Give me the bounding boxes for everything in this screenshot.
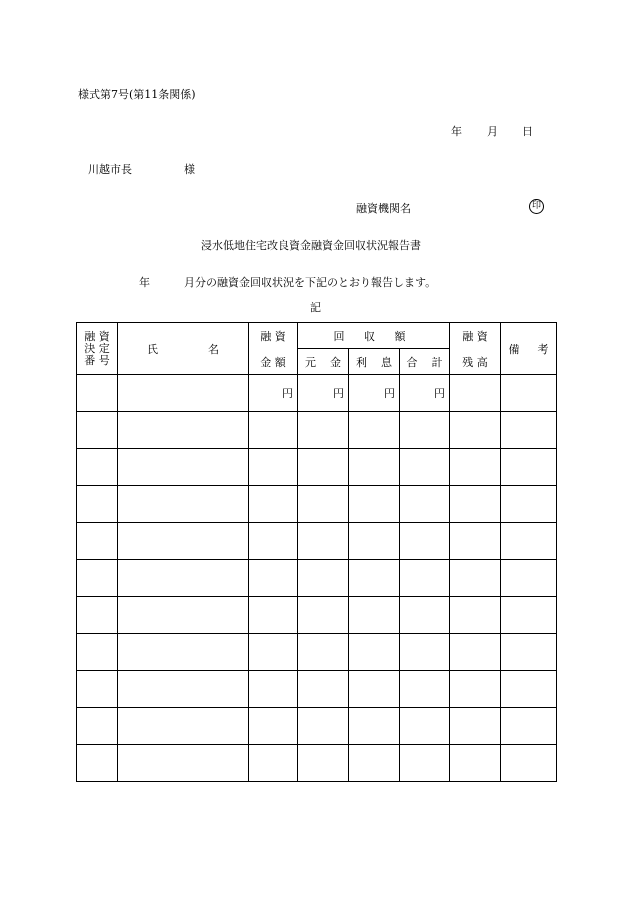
table-row [77,523,557,560]
header-recovered-label: 回 収 額 [333,329,414,343]
cell-loan-amount[interactable] [249,375,298,412]
cell-decision-no[interactable] [77,708,118,745]
cell-interest[interactable] [349,523,400,560]
cell-balance[interactable] [450,375,501,412]
cell-name[interactable] [118,449,249,486]
cell-interest[interactable] [349,708,400,745]
cell-name[interactable] [118,375,249,412]
cell-interest[interactable] [349,412,400,449]
cell-name[interactable] [118,634,249,671]
cell-total[interactable] [400,708,450,745]
table-row [77,560,557,597]
header-remarks-a: 備 [508,342,520,356]
header-loan-amount-line1: 融 資 [260,329,286,343]
cell-interest[interactable] [349,745,400,782]
cell-balance[interactable] [450,597,501,634]
cell-interest[interactable] [349,671,400,708]
unit-yen: 円 [434,387,445,400]
cell-total[interactable] [400,449,450,486]
header-decision-no [77,323,118,375]
cell-total[interactable] [400,523,450,560]
cell-name[interactable] [118,412,249,449]
cell-decision-no[interactable] [77,449,118,486]
cell-loan-amount[interactable] [249,671,298,708]
cell-decision-no[interactable] [77,671,118,708]
report-table [76,322,557,782]
cell-total[interactable] [400,560,450,597]
cell-interest[interactable] [349,486,400,523]
header-decision-no-line2: 決 定 [84,341,110,355]
cell-interest[interactable] [349,449,400,486]
table-row [77,597,557,634]
cell-remarks[interactable] [501,375,557,412]
date-month: 月 [487,125,498,138]
header-recovered [298,323,450,349]
header-remarks [501,323,557,375]
cell-total[interactable] [400,486,450,523]
cell-balance[interactable] [450,708,501,745]
cell-balance[interactable] [450,745,501,782]
cell-principal[interactable] [298,634,349,671]
cell-total[interactable] [400,671,450,708]
header-total-a: 合 [406,355,418,369]
header-loan-amount [249,323,298,375]
cell-name[interactable] [118,523,249,560]
cell-remarks[interactable] [501,523,557,560]
cell-decision-no[interactable] [77,375,118,412]
cell-total[interactable] [400,634,450,671]
cell-loan-amount[interactable] [249,634,298,671]
cell-decision-no[interactable] [77,523,118,560]
table-row [77,671,557,708]
cell-name[interactable] [118,745,249,782]
table-row [77,708,557,745]
cell-interest[interactable] [349,560,400,597]
cell-loan-amount[interactable] [249,449,298,486]
cell-remarks[interactable] [501,560,557,597]
cell-principal[interactable] [298,745,349,782]
table-row [77,634,557,671]
cell-loan-amount[interactable] [249,560,298,597]
cell-principal[interactable] [298,486,349,523]
header-name [118,323,249,375]
intro-text: 月分の融資金回収状況を下記のとおり報告します。 [184,276,437,289]
cell-decision-no[interactable] [77,634,118,671]
ki-heading: 記 [310,301,321,314]
cell-loan-amount[interactable] [249,523,298,560]
cell-total[interactable] [400,745,450,782]
header-balance-line1: 融 資 [462,329,488,343]
cell-decision-no[interactable] [77,560,118,597]
header-remarks-b: 考 [537,342,549,356]
cell-name[interactable] [118,597,249,634]
cell-principal[interactable] [298,560,349,597]
header-interest-a: 利 [356,355,367,369]
header-total-b: 計 [431,355,443,369]
cell-remarks[interactable] [501,634,557,671]
cell-name[interactable] [118,560,249,597]
cell-balance[interactable] [450,523,501,560]
seal-glyph: 印 [529,199,544,214]
cell-total[interactable] [400,597,450,634]
header-decision-no-line1: 融 資 [84,329,110,343]
cell-balance[interactable] [450,671,501,708]
table-row [77,375,557,412]
blank-rows [77,412,557,782]
header-principal-a: 元 [305,355,316,369]
header-principal [298,349,349,375]
header-balance [450,323,501,375]
cell-remarks[interactable] [501,449,557,486]
cell-decision-no[interactable] [77,412,118,449]
cell-name[interactable] [118,708,249,745]
table-row [77,745,557,782]
addressee-honorific: 様 [184,163,195,176]
cell-principal[interactable] [298,375,349,412]
header-interest [349,349,400,375]
unit-yen: 円 [282,387,293,400]
date-year: 年 [451,125,462,138]
unit-yen: 円 [384,387,395,400]
cell-principal[interactable] [298,523,349,560]
cell-principal[interactable] [298,597,349,634]
cell-name[interactable] [118,486,249,523]
cell-remarks[interactable] [501,412,557,449]
header-balance-line2: 残 高 [462,355,488,369]
header-name-b: 名 [208,342,219,356]
cell-interest[interactable] [349,375,400,412]
cell-name[interactable] [118,671,249,708]
document-title: 浸水低地住宅改良資金融資金回収状況報告書 [201,239,421,252]
intro-year: 年 [139,276,150,289]
cell-balance[interactable] [450,412,501,449]
cell-remarks[interactable] [501,486,557,523]
cell-balance[interactable] [450,634,501,671]
cell-decision-no[interactable] [77,486,118,523]
cell-loan-amount[interactable] [249,597,298,634]
cell-remarks[interactable] [501,745,557,782]
cell-interest[interactable] [349,597,400,634]
cell-decision-no[interactable] [77,745,118,782]
cell-principal[interactable] [298,412,349,449]
table-row [77,412,557,449]
cell-balance[interactable] [450,449,501,486]
cell-loan-amount[interactable] [249,745,298,782]
header-interest-b: 息 [381,355,392,369]
cell-remarks[interactable] [501,671,557,708]
cell-principal[interactable] [298,708,349,745]
header-decision-no-line3: 番 号 [84,353,110,367]
date-day: 日 [522,125,533,138]
header-principal-b: 金 [330,355,341,369]
cell-interest[interactable] [349,634,400,671]
cell-principal[interactable] [298,449,349,486]
table-row [77,449,557,486]
cell-total[interactable] [400,412,450,449]
cell-remarks[interactable] [501,708,557,745]
cell-total[interactable] [400,375,450,412]
institution-label: 融資機関名 [356,202,411,215]
cell-balance[interactable] [450,560,501,597]
cell-remarks[interactable] [501,597,557,634]
cell-balance[interactable] [450,486,501,523]
cell-loan-amount[interactable] [249,486,298,523]
form-number: 様式第7号(第11条関係) [78,88,196,101]
unit-yen: 円 [333,387,344,400]
seal-mark [529,198,544,214]
header-name-a: 氏 [147,342,158,356]
cell-principal[interactable] [298,671,349,708]
cell-loan-amount[interactable] [249,708,298,745]
cell-loan-amount[interactable] [249,412,298,449]
header-total [400,349,450,375]
cell-decision-no[interactable] [77,597,118,634]
addressee-name: 川越市長 [88,163,132,176]
table-row [77,486,557,523]
header-loan-amount-line2: 金 額 [260,355,286,369]
